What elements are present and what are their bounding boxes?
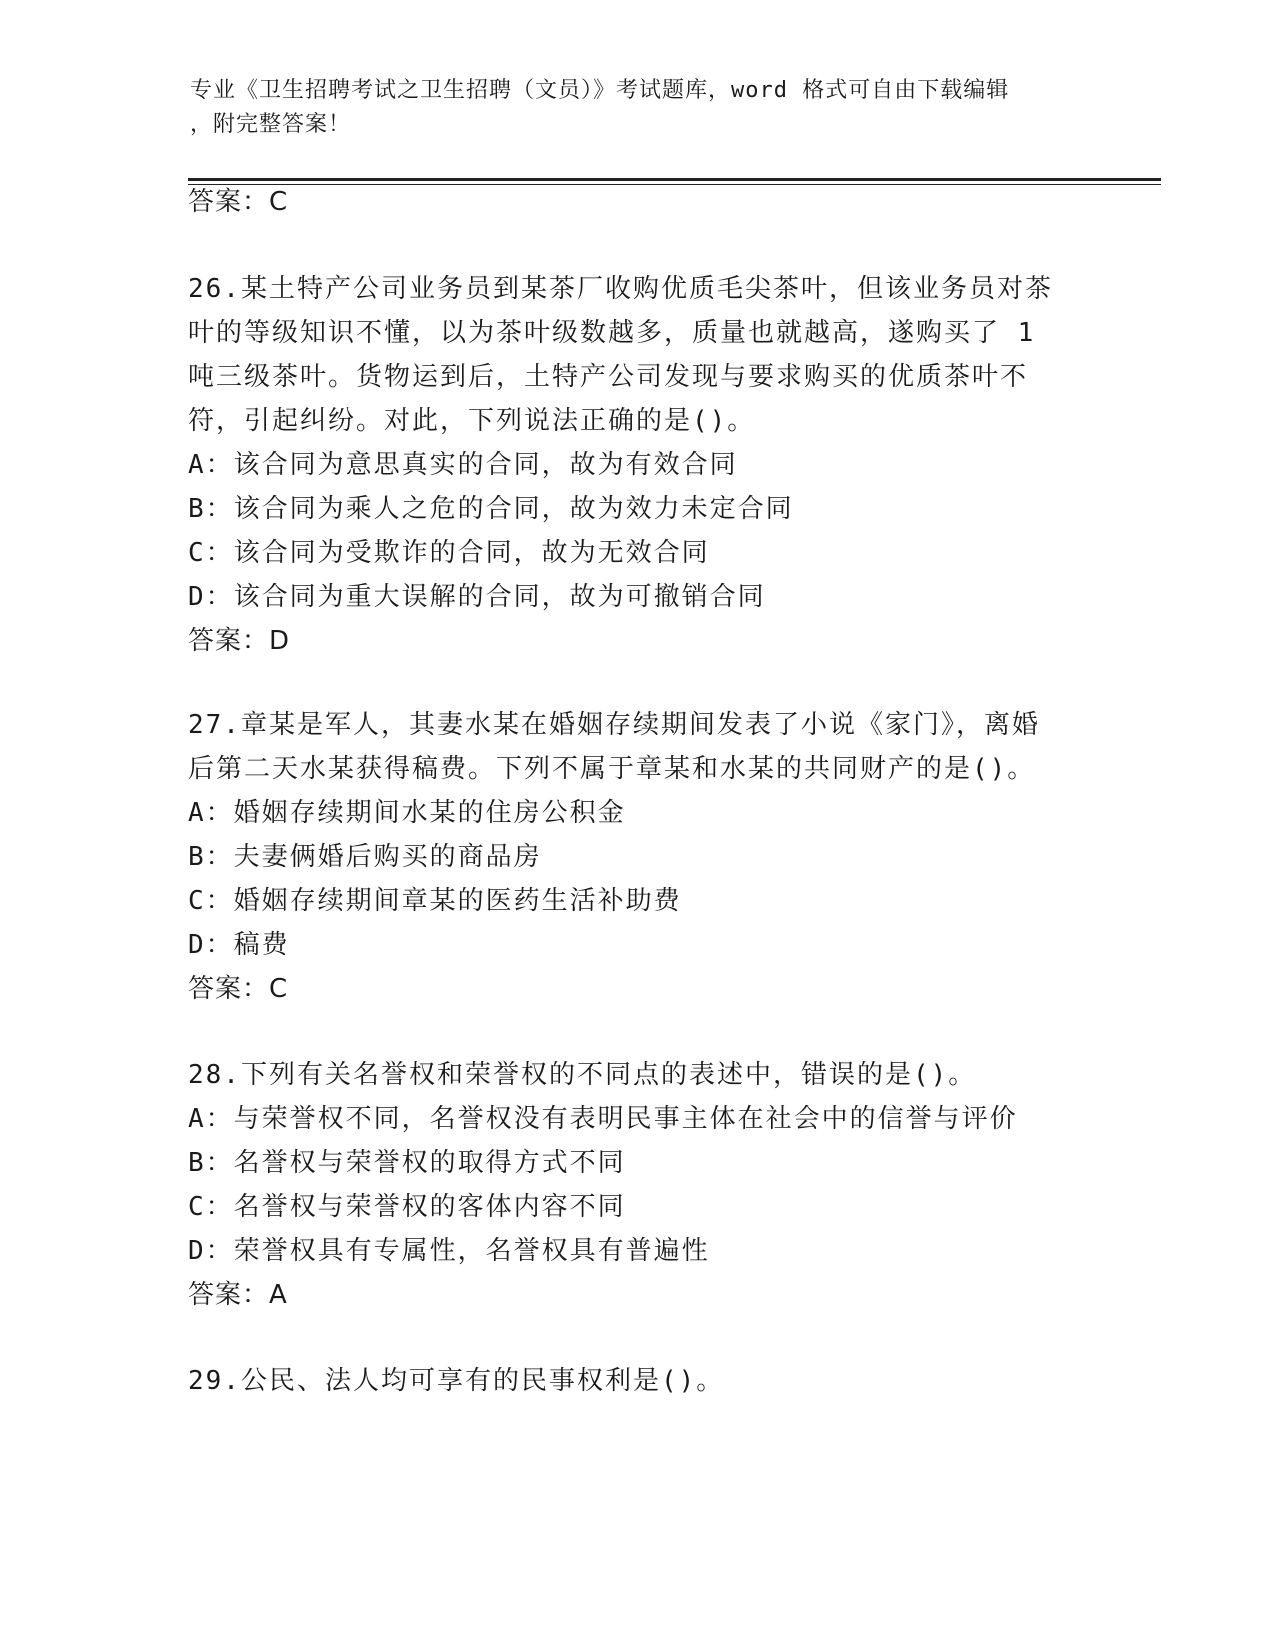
previous-answer: 答案：C	[188, 187, 289, 217]
header-divider-thick	[188, 178, 1161, 181]
q26-option-b: B：该合同为乘人之危的合同，故为效力未定合同	[188, 494, 794, 524]
q28-option-c: C：名誉权与荣誉权的客体内容不同	[188, 1192, 626, 1222]
q28-answer: 答案：A	[188, 1280, 288, 1310]
q27-stem-line-1: 27.章某是军人，其妻水某在婚姻存续期间发表了小说《家门》，离婚	[188, 710, 1040, 740]
q27-option-b: B：夫妻俩婚后购买的商品房	[188, 842, 542, 872]
q26-option-c: C：该合同为受欺诈的合同，故为无效合同	[188, 538, 710, 568]
q26-stem-line-3: 吨三级茶叶。货物运到后，土特产公司发现与要求购买的优质茶叶不	[188, 362, 1029, 392]
q26-stem-line-1: 26.某土特产公司业务员到某茶厂收购优质毛尖茶叶，但该业务员对茶	[188, 274, 1053, 304]
q26-option-d: D：该合同为重大误解的合同，故为可撤销合同	[188, 582, 766, 612]
header-divider-thin	[188, 184, 1161, 185]
q29-stem-line-1: 29.公民、法人均可享有的民事权利是()。	[188, 1366, 725, 1396]
q28-option-a: A：与荣誉权不同，名誉权没有表明民事主体在社会中的信誉与评价	[188, 1104, 1018, 1134]
q26-stem-line-2: 叶的等级知识不懂，以为茶叶级数越多，质量也就越高，遂购买了 1	[188, 318, 1036, 348]
q28-option-b: B：名誉权与荣誉权的取得方式不同	[188, 1148, 626, 1178]
q26-option-a: A：该合同为意思真实的合同，故为有效合同	[188, 450, 738, 480]
q27-option-a: A：婚姻存续期间水某的住房公积金	[188, 798, 626, 828]
q27-option-c: C：婚姻存续期间章某的医药生活补助费	[188, 886, 682, 916]
q26-answer: 答案：D	[188, 626, 291, 656]
q27-answer: 答案：C	[188, 974, 289, 1004]
document-header: 专业《卫生招聘考试之卫生招聘（文员）》考试题库，word 格式可自由下载编辑 ，附完整答案！	[190, 78, 1010, 137]
q26-stem-line-4: 符，引起纠纷。对此，下列说法正确的是()。	[188, 406, 756, 436]
q28-stem-line-1: 28.下列有关名誉权和荣誉权的不同点的表述中，错误的是()。	[188, 1060, 977, 1090]
q27-stem-line-2: 后第二天水某获得稿费。下列不属于章某和水某的共同财产的是()。	[188, 754, 1036, 784]
q28-option-d: D：荣誉权具有专属性，名誉权具有普遍性	[188, 1236, 710, 1266]
q27-option-d: D：稿费	[188, 930, 290, 960]
